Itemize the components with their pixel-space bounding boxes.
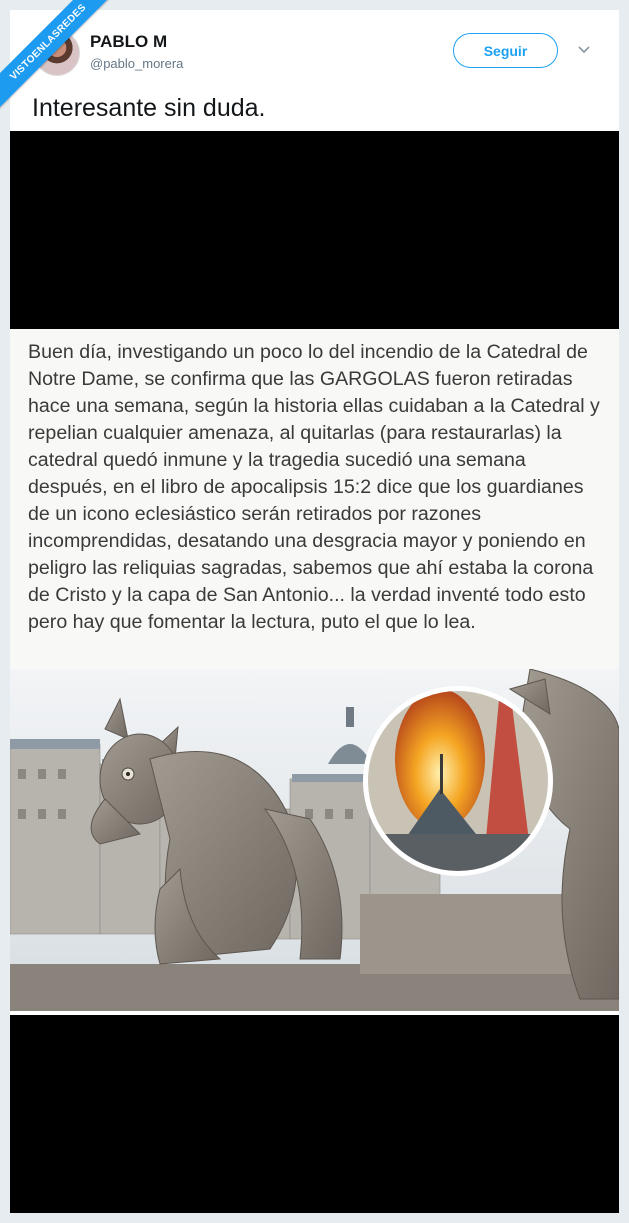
tweet-card (10, 10, 619, 1213)
watermark-ribbon (0, 0, 120, 120)
media-black-band-bottom (10, 1015, 619, 1213)
follow-button[interactable]: Seguir (453, 33, 558, 68)
author-handle[interactable]: @pablo_morera (90, 56, 184, 71)
gargoyle-photo (10, 669, 619, 1011)
meme-text: Buen día, investigando un poco lo del incendio de la Catedral de Notre Dame, se confirma que las GARGOLAS fueron retiradas hace una semana, según la historia ellas cuidaban a la Catedral y repelian cualquier amenaza, al quitarlas (para restaurarlas) la catedral quedó inmune y la tragedia sucedió una semana después, en el libro de apocalipsis 15:2 dice que los guardianes de un icono eclesiástico serán retirados por razones incomprendidas, desatando una desgracia mayor y poniendo en peligro las reliquias sagradas, sabemos que ahí estaba la corona de Cristo y la capa de San Antonio... la verdad inventé todo esto pero hay que fomentar la lectura, puto el que lo lea. (28, 341, 600, 633)
media-black-band-top (10, 131, 619, 329)
author-name[interactable]: PABLO M (90, 32, 168, 51)
tweet-media[interactable] (10, 131, 619, 1213)
meme-text-panel (10, 329, 619, 669)
tweet-text: Interesante sin duda. (32, 94, 266, 122)
watermark-text: VISTOENLASREDES (0, 0, 120, 114)
chevron-down-icon[interactable] (576, 42, 592, 58)
